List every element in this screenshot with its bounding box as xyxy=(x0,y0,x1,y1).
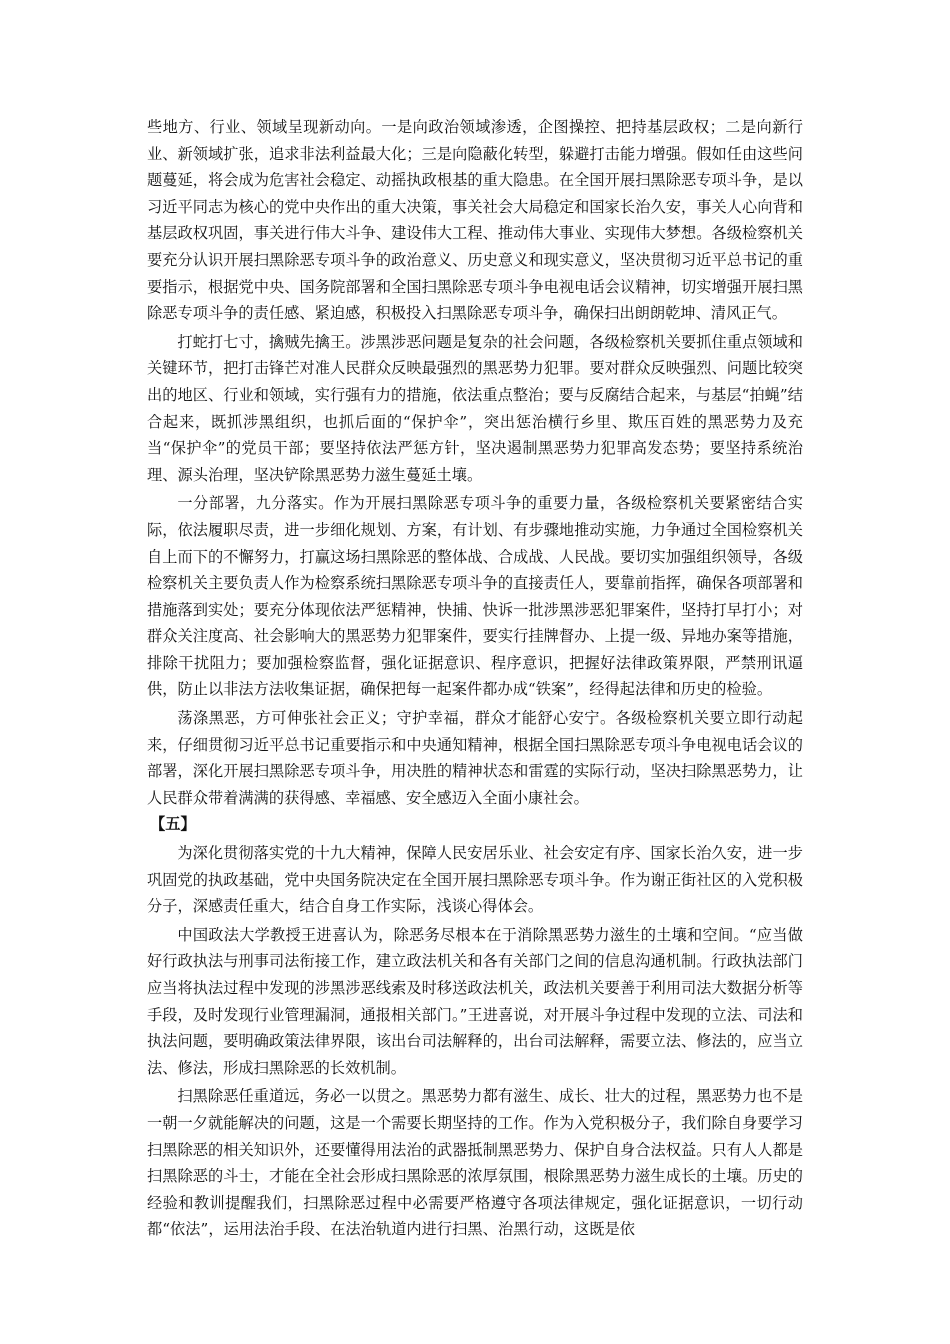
document-page xyxy=(147,114,803,1243)
paragraph-3: 一分部署，九分落实。作为开展扫黑除恶专项斗争的重要力量，各级检察机关要紧密结合实际，依法履职尽责，进一步细化规划、方案，有计划、有步骤地推动实施，力争通过全国检察机关自上而下的不懈努力，打赢这场扫黑除恶的整体战、合成战、人民战。要切实加强组织领导，各级检察机关主要负责人作为检察系统扫黑除恶专项斗争的直接责任人，要靠前指挥，确保各项部署和措施落到实处；要充分体现依法严惩精神，快捕、快诉一批涉黑涉恶犯罪案件，坚持打早打小；对群众关注度高、社会影响大的黑恶势力犯罪案件，要实行挂牌督办、上提一级、异地办案等措施，排除干扰阻力；要加强检察监督，强化证据意识、程序意识，把握好法律政策界限，严禁刑讯逼供，防止以非法方法收集证据，确保把每一起案件都办成“铁案”，经得起法律和历史的检验。 xyxy=(147,494,803,699)
paragraph-4: 荡涤黑恶，方可伸张社会正义；守护幸福，群众才能舒心安宁。各级检察机关要立即行动起来，仔细贯彻习近平总书记重要指示和中央通知精神，根据全国扫黑除恶专项斗争电视电话会议的部署，深化开展扫黑除恶专项斗争，用决胜的精神状态和雷霆的实际行动，坚决扫除黑恶势力，让人民群众带着满满的获得感、幸福感、安全感迈入全面小康社会。 xyxy=(147,709,803,807)
paragraph-5: 为深化贯彻落实党的十九大精神，保障人民安居乐业、社会安定有序、国家长治久安，进一步巩固党的执政基础，党中央国务院决定在全国开展扫黑除恶专项斗争。作为谢正街社区的入党积极分子，深感责任重大，结合自身工作实际，浅谈心得体会。 xyxy=(147,844,803,916)
paragraph-6: 中国政法大学教授王进喜认为，除恶务尽根本在于消除黑恶势力滋生的土壤和空间。“应当做好行政执法与刑事司法衔接工作，建立政法机关和各有关部门之间的信息沟通机制。行政执法部门应当将执法过程中发现的涉黑涉恶线索及时移送政法机关，政法机关要善于利用司法大数据分析等手段，及时发现行业管理漏洞，通报相关部门。”王进喜说，对开展斗争过程中发现的立法、司法和执法问题，要明确政策法律界限，该出台司法解释的，出台司法解释，需要立法、修法的，应当立法、修法，形成扫黑除恶的长效机制。 xyxy=(147,925,803,1077)
paragraph-1: 些地方、行业、领域呈现新动向。一是向政治领域渗透，企图操控、把持基层政权；二是向新行业、新领域扩张，追求非法利益最大化；三是向隐蔽化转型，躲避打击能力增强。假如任由这些问题蔓延，将会成为危害社会稳定、动摇执政根基的重大隐患。在全国开展扫黑除恶专项斗争，是以习近平同志为核心的党中央作出的重大决策，事关社会大局稳定和国家长治久安，事关人心向背和基层政权巩固，事关进行伟大斗争、建设伟大工程、推动伟大事业、实现伟大梦想。各级检察机关要充分认识开展扫黑除恶专项斗争的政治意义、历史意义和现实意义，坚决贯彻习近平总书记的重要指示，根据党中央、国务院部署和全国扫黑除恶专项斗争电视电话会议精神，切实增强开展扫黑除恶专项斗争的责任感、紧迫感，积极投入扫黑除恶专项斗争，确保扫出朗朗乾坤、清风正气。 xyxy=(147,118,803,323)
section-heading-five: 【五】 xyxy=(150,815,196,834)
paragraph-2: 打蛇打七寸，擒贼先擒王。涉黑涉恶问题是复杂的社会问题，各级检察机关要抓住重点领域和关键环节，把打击锋芒对准人民群众反映最强烈的黑恶势力犯罪。要对群众反映强烈、问题比较突出的地区、行业和领域，实行强有力的措施，依法重点整治；要与反腐结合起来，与基层“拍蝇”结合起来，既抓涉黑组织，也抓后面的“保护伞”，突出惩治横行乡里、欺压百姓的黑恶势力及充当“保护伞”的党员干部；要坚持依法严惩方针，坚决遏制黑恶势力犯罪高发态势；要坚持系统治理、源头治理，坚决铲除黑恶势力滋生蔓延土壤。 xyxy=(147,332,803,484)
paragraph-7: 扫黑除恶任重道远，务必一以贯之。黑恶势力都有滋生、成长、壮大的过程，黑恶势力也不是一朝一夕就能解决的问题，这是一个需要长期坚持的工作。作为入党积极分子，我们除自身要学习扫黑除恶的相关知识外，还要懂得用法治的武器抵制黑恶势力、保护自身合法权益。只有人人都是扫黑除恶的斗士，才能在全社会形成扫黑除恶的浓厚氛围，根除黑恶势力滋生成长的土壤。历史的经验和教训提醒我们，扫黑除恶过程中必需要严格遵守各项法律规定，强化证据意识，一切行动都“依法”，运用法治手段、在法治轨道内进行扫黑、治黑行动，这既是依 xyxy=(147,1087,803,1239)
